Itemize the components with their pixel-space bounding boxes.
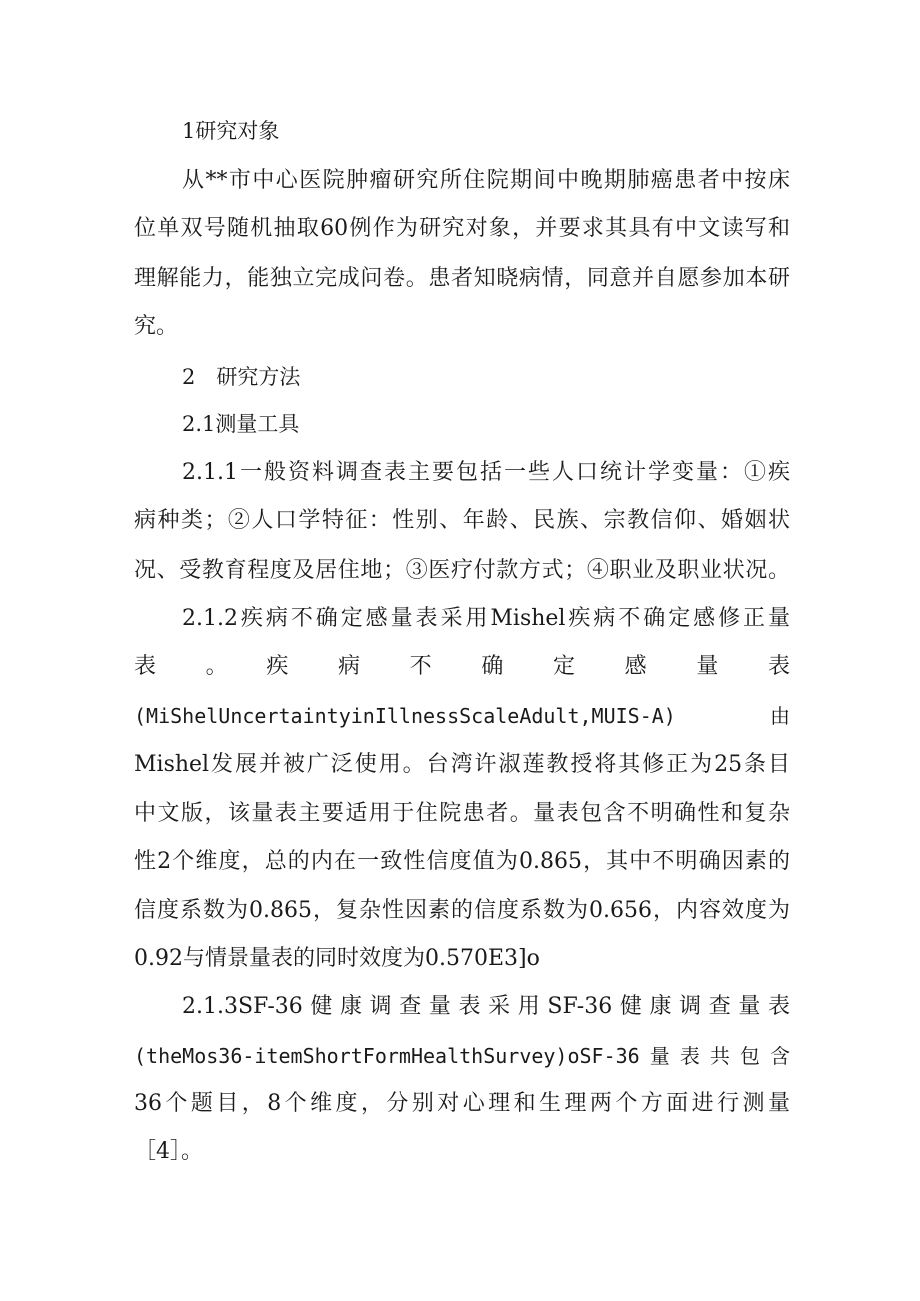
paragraph-line: 位单双号随机抽取60例作为研究对象，并要求其具有中文读写和	[134, 216, 790, 241]
paragraph-line: Mishel发展并被广泛使用。台湾许淑莲教授将其修正为25条目	[134, 752, 790, 777]
paragraph-line: (theMos36-itemShortFormHealthSurvey)oSF-36量表共包含	[134, 1044, 790, 1068]
section-heading-research-methods: 2 研究方法	[182, 365, 301, 389]
paragraph-line: 36个题目，8个维度，分别对心理和生理两个方面进行测量	[134, 1091, 790, 1116]
paragraph-line: ［4］。	[134, 1139, 203, 1164]
paragraph-line: 表 。 疾 病 不 确 定 感 量 表	[134, 654, 790, 679]
paragraph-line: (MiShelUncertaintyinIllnessScaleAdult,MUIS-A) 由	[134, 704, 790, 728]
paragraph-line: 病种类；②人口学特征：性别、年龄、民族、宗教信仰、婚姻状	[134, 508, 790, 533]
paragraph-line: 中文版，该量表主要适用于住院患者。量表包含不明确性和复杂	[134, 801, 790, 826]
paragraph-line: 从**市中心医院肿瘤研究所住院期间中晚期肺癌患者中按床	[182, 168, 790, 193]
subsection-heading-measurement-tools: 2.1测量工具	[182, 412, 300, 436]
paragraph-line: 性2个维度，总的内在一致性信度值为0.865，其中不明确因素的	[134, 849, 790, 874]
paragraph-line: 信度系数为0.865，复杂性因素的信度系数为0.656，内容效度为	[134, 898, 790, 923]
paragraph-line: 况、受教育程度及居住地；③医疗付款方式；④职业及职业状况。	[134, 558, 790, 583]
paragraph-line: 究。	[134, 314, 179, 339]
section-heading-research-subjects: 1研究对象	[182, 119, 280, 143]
paragraph-line: 0.92与情景量表的同时效度为0.570E3]o	[134, 946, 540, 971]
paragraph-line: 2.1.2疾病不确定感量表采用Mishel疾病不确定感修正量	[182, 606, 790, 631]
paragraph-line: 2.1.3SF-36健康调查量表采用SF-36健康调查量表	[182, 994, 790, 1019]
paragraph-line: 2.1.1一般资料调查表主要包括一些人口统计学变量：①疾	[182, 460, 790, 485]
paragraph-line: 理解能力，能独立完成问卷。患者知晓病情，同意并自愿参加本研	[134, 266, 790, 291]
